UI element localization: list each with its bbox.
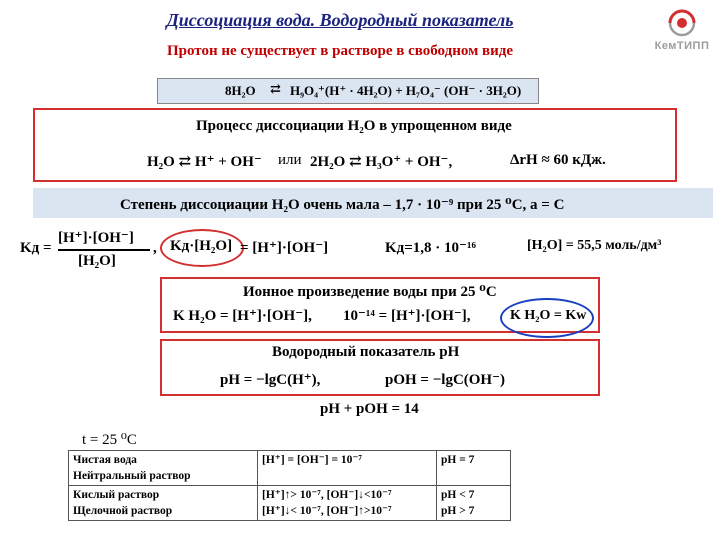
row-ph: pH > 7 [441, 505, 475, 517]
table-cell-name [69, 451, 258, 486]
simplified-heading: Процесс диссоциации H₂O в упрощенном виде [196, 118, 512, 134]
reaction-left: 8H₂O [225, 83, 256, 98]
ph-definition: pH = −lgC(H⁺), [220, 372, 321, 388]
row-name: Чистая вода [73, 454, 137, 466]
simplified-or: или [278, 152, 302, 168]
simplified-eq1: H₂O ⇄ H⁺ + OH⁻ [147, 154, 262, 170]
reaction-right: H₉O₄⁺(H⁺ · 4H₂O) + H₇O₄⁻ (OH⁻ · 3H₂O) [290, 83, 522, 98]
degree-text: Степень диссоциации H₂O очень мала – 1,7 · 10⁻⁹ при 25 ⁰С, a = C [120, 197, 565, 213]
row-name: Щелочной раствор [73, 505, 173, 517]
ionic-eq1: K H₂O = [H⁺]·[OH⁻], [173, 308, 312, 324]
poh-definition: pOH = −lgC(OH⁻) [385, 372, 506, 388]
ionic-product-heading: Ионное произведение воды при 25 ⁰С [243, 284, 497, 300]
water-concentration: [H₂O] = 55,5 моль/дм³ [527, 238, 662, 253]
page-subtitle: Протон не существует в растворе в свободном виде [166, 43, 514, 59]
table-cell-ph: pH = 7 [437, 451, 511, 486]
ionic-eq2: 10⁻¹⁴ = [H⁺]·[OH⁻], [343, 308, 471, 324]
row-name: Нейтральный раствор [73, 470, 191, 482]
table-cell-ph [437, 486, 511, 521]
logo-emblem-icon [648, 8, 716, 42]
ph-heading: Водородный показатель pH [272, 344, 460, 360]
table-row [69, 486, 511, 521]
table-cell-conc [258, 486, 437, 521]
solution-table [68, 450, 511, 521]
logo-text: КемТИПП [654, 40, 710, 52]
kd-comma: , [153, 240, 157, 256]
kd-value: Kд=1,8 · 10⁻¹⁶ [385, 240, 476, 256]
kd-circled-expr: Kд·[H₂O] [170, 238, 233, 254]
kd-denominator: [H₂O] [78, 253, 116, 269]
page-title: Диссоциация вода. Водородный показатель [166, 10, 514, 30]
row-name: Кислый раствор [73, 489, 160, 501]
kd-lhs: Kд = [20, 240, 52, 256]
row-conc: [H⁺]↓< 10⁻⁷, [OH⁻]↑>10⁻⁷ [262, 505, 392, 517]
ionic-eq3: K H₂O = Kw [510, 308, 587, 323]
table-cell-name [69, 486, 258, 521]
kd-fraction-line [58, 249, 150, 251]
row-conc: [H⁺]↑> 10⁻⁷, [OH⁻]↓<10⁻⁷ [262, 489, 392, 501]
ph-sum: pH + pOH = 14 [320, 401, 419, 417]
kd-rhs: = [H⁺]·[OH⁻] [240, 240, 329, 256]
row-ph: pH < 7 [441, 489, 475, 501]
table-row [69, 451, 511, 486]
simplified-eq2: 2H₂O ⇄ H₃O⁺ + OH⁻, [310, 154, 453, 170]
simplified-enthalpy: ΔrH ≈ 60 кДж. [510, 152, 606, 168]
temperature-label: t = 25 ⁰С [82, 432, 137, 448]
logo [648, 8, 716, 60]
reaction-arrow: ⇄ [270, 81, 281, 96]
kd-numerator: [H⁺]·[OH⁻] [58, 230, 134, 246]
table-cell-conc: [H⁺] = [OH⁻] = 10⁻⁷ [258, 451, 437, 486]
